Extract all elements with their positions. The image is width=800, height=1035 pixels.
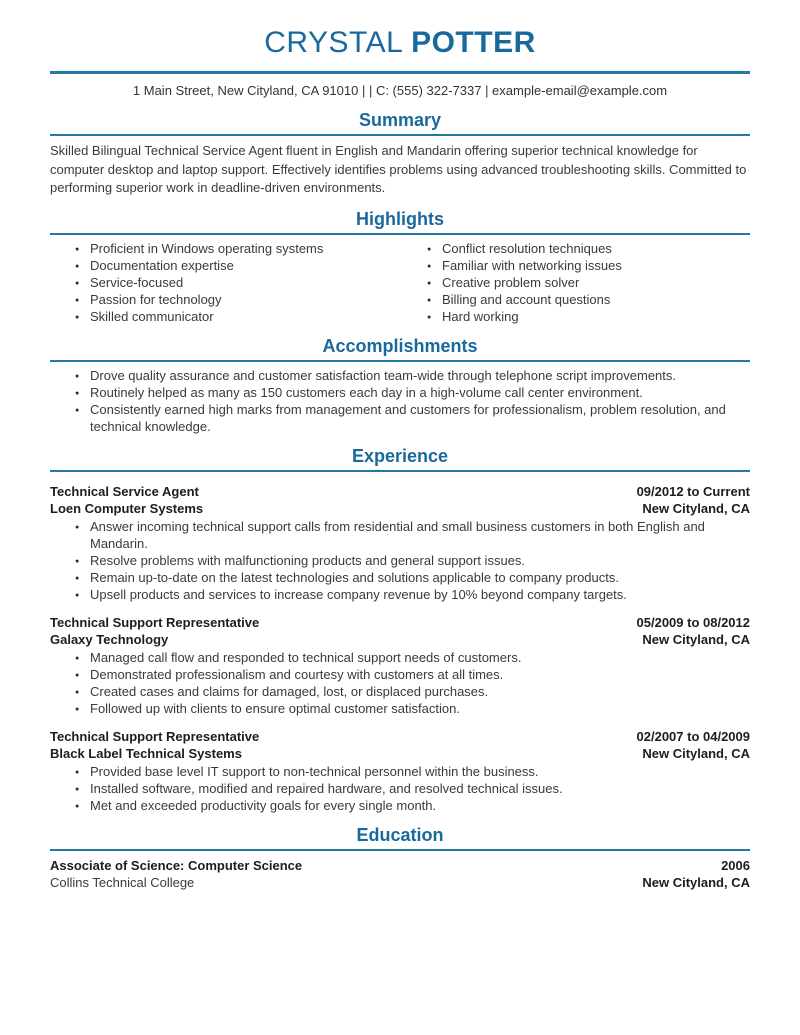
job-bullet: ● Answer incoming technical support calls from residential and small business customers in both English and Mandarin. [90, 518, 750, 552]
job-bullet: ● Upsell products and services to increase company revenue by 10% beyond company targets. [90, 586, 750, 603]
job-entry [50, 728, 750, 814]
job-dates: 09/2012 to Current [636, 483, 750, 499]
education-entry [50, 857, 750, 891]
highlights-columns [50, 235, 750, 325]
candidate-first-name: CRYSTAL [264, 26, 403, 59]
accomplishment-item: ● Drove quality assurance and customer satisfaction team-wide through telephone script improvements. [90, 367, 750, 384]
job-company: Galaxy Technology [50, 631, 169, 647]
accomplishments-divider [50, 360, 750, 362]
education-school-row [50, 874, 750, 891]
highlight-item: ● Service-focused [90, 274, 400, 291]
job-location: New Cityland, CA [642, 500, 750, 516]
job-company-row [50, 745, 750, 762]
school-name: Collins Technical College [50, 874, 195, 890]
education-divider [50, 849, 750, 851]
education-degree-row [50, 857, 750, 874]
graduation-year: 2006 [721, 857, 750, 873]
job-company-row [50, 631, 750, 648]
experience-divider [50, 470, 750, 472]
job-location: New Cityland, CA [642, 745, 750, 761]
job-title: Technical Support Representative [50, 614, 260, 630]
job-bullet-list [50, 518, 750, 603]
highlight-item: ● Documentation expertise [90, 257, 400, 274]
job-bullet: ● Remain up-to-date on the latest technologies and solutions applicable to company products. [90, 569, 750, 586]
job-bullet: ● Provided base level IT support to non-technical personnel within the business. [90, 763, 750, 780]
job-dates: 02/2007 to 04/2009 [636, 728, 750, 744]
candidate-name [50, 26, 750, 59]
accomplishment-item: ● Consistently earned high marks from management and customers for professionalism, problem resolution, and technical knowledge. [90, 401, 750, 435]
job-bullet: ● Resolve problems with malfunctioning products and general support issues. [90, 552, 750, 569]
job-location: New Cityland, CA [642, 631, 750, 647]
job-bullet: ● Met and exceeded productivity goals for every single month. [90, 797, 750, 814]
summary-text: Skilled Bilingual Technical Service Agent fluent in English and Mandarin offering superior technical knowledge for computer desktop and laptop support. Effectively identifies problems using advanced troubleshooting skills. Committed to performing superior work in deadline-driven environments. [50, 143, 747, 195]
contact-line: 1 Main Street, New Cityland, CA 91010 | | C: (555) 322-7337 | example-email@example.com [132, 83, 668, 98]
job-company: Black Label Technical Systems [50, 745, 242, 761]
highlight-item: ● Creative problem solver [442, 274, 750, 291]
job-entry [50, 483, 750, 603]
job-bullet: ● Followed up with clients to ensure optimal customer satisfaction. [90, 700, 750, 717]
job-entry [50, 614, 750, 717]
highlight-item: ● Proficient in Windows operating systems [90, 240, 400, 257]
job-bullet: ● Demonstrated professionalism and courtesy with customers at all times. [90, 666, 750, 683]
candidate-last-name: POTTER [411, 26, 536, 59]
job-bullet-list [50, 649, 750, 717]
accomplishment-item: ● Routinely helped as many as 150 customers each day in a high-volume call center environment. [90, 384, 750, 401]
job-bullet: ● Managed call flow and responded to technical support needs of customers. [90, 649, 750, 666]
job-title: Technical Support Representative [50, 728, 260, 744]
experience-heading: Experience [351, 445, 449, 466]
degree-name: Associate of Science: Computer Science [50, 857, 303, 873]
job-bullet: ● Created cases and claims for damaged, lost, or displaced purchases. [90, 683, 750, 700]
job-bullet-list [50, 763, 750, 814]
highlight-item: ● Hard working [442, 308, 750, 325]
highlights-list-right [400, 240, 750, 325]
job-title-row [50, 728, 750, 745]
header-divider [50, 71, 750, 74]
education-heading: Education [356, 824, 444, 845]
job-dates: 05/2009 to 08/2012 [636, 614, 750, 630]
highlight-item: ● Passion for technology [90, 291, 400, 308]
summary-heading: Summary [358, 110, 442, 130]
school-location: New Cityland, CA [642, 874, 750, 890]
highlight-item: ● Familiar with networking issues [442, 257, 750, 274]
job-title-row [50, 614, 750, 631]
highlight-item: ● Skilled communicator [90, 308, 400, 325]
summary-divider [50, 134, 750, 136]
job-bullet: ● Installed software, modified and repaired hardware, and resolved technical issues. [90, 780, 750, 797]
job-title-row [50, 483, 750, 500]
highlights-heading: Highlights [356, 208, 444, 229]
job-company-row [50, 500, 750, 517]
accomplishments-heading: Accomplishments [322, 335, 478, 356]
highlight-item: ● Billing and account questions [442, 291, 750, 308]
job-company: Loen Computer Systems [50, 500, 204, 516]
highlights-list-left [50, 240, 400, 325]
highlight-item: ● Conflict resolution techniques [442, 240, 750, 257]
accomplishments-list [50, 367, 750, 435]
job-title: Technical Service Agent [50, 483, 199, 499]
